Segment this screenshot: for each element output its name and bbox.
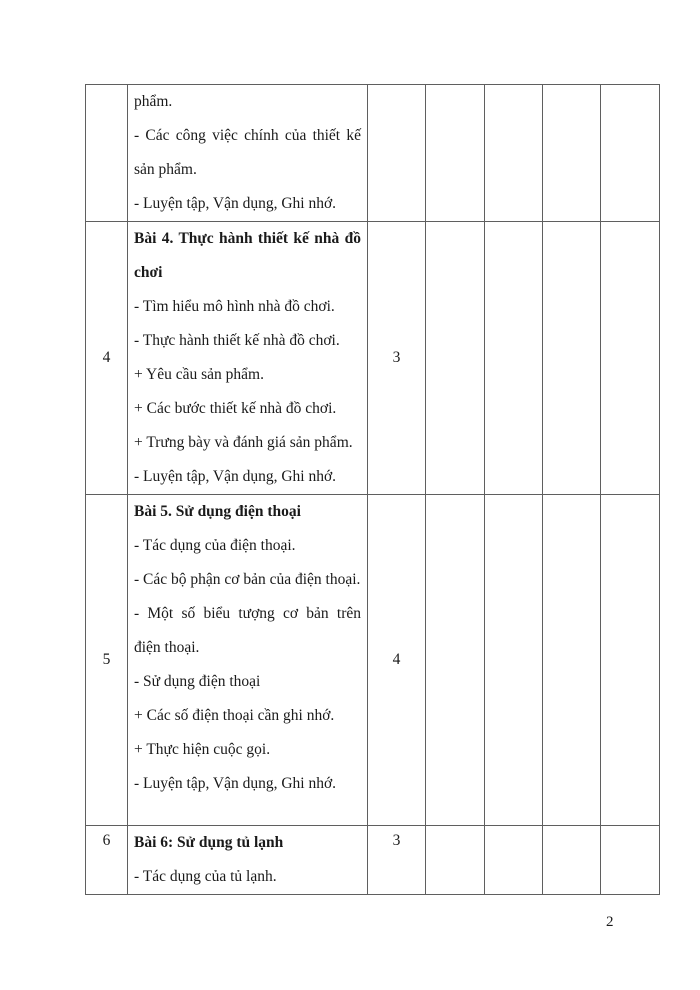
content-line: - Luyện tập, Vận dụng, Ghi nhớ. bbox=[134, 775, 337, 792]
empty-cell bbox=[601, 222, 660, 495]
lesson-plan-table bbox=[85, 84, 660, 895]
table-row bbox=[86, 495, 660, 826]
content-line: - Sử dụng điện thoại bbox=[134, 673, 261, 690]
empty-cell bbox=[426, 826, 485, 895]
content-cell bbox=[128, 85, 368, 222]
content-line: - Thực hành thiết kế nhà đồ chơi. bbox=[134, 332, 340, 349]
content-line: + Thực hiện cuộc gọi. bbox=[134, 741, 271, 758]
empty-cell bbox=[543, 222, 601, 495]
hours-cell: 4 bbox=[368, 495, 426, 826]
empty-cell bbox=[601, 495, 660, 826]
stt-cell: 5 bbox=[86, 495, 128, 826]
stt-cell: 4 bbox=[86, 222, 128, 495]
table-row bbox=[86, 85, 660, 222]
empty-cell bbox=[543, 85, 601, 222]
content-line: - Tác dụng của tủ lạnh. bbox=[134, 868, 277, 885]
content-line: - Một số biểu tượng cơ bản trên điện thoại. bbox=[134, 605, 361, 656]
hours-cell: 3 bbox=[368, 826, 426, 895]
table-row bbox=[86, 826, 660, 895]
content-cell bbox=[128, 495, 368, 826]
content-line: - Các bộ phận cơ bản của điện thoại. bbox=[134, 571, 361, 588]
hours-cell: 3 bbox=[368, 222, 426, 495]
content-line: phẩm. bbox=[134, 93, 173, 110]
stt-cell: 6 bbox=[86, 826, 128, 895]
empty-cell bbox=[485, 222, 543, 495]
lesson-title: Bài 5. Sử dụng điện thoại bbox=[134, 503, 301, 520]
empty-cell bbox=[485, 826, 543, 895]
content-line: + Trưng bày và đánh giá sản phẩm. bbox=[134, 434, 353, 451]
empty-cell bbox=[426, 85, 485, 222]
empty-cell bbox=[601, 85, 660, 222]
lesson-title: Bài 6: Sử dụng tủ lạnh bbox=[134, 834, 284, 851]
lesson-title: Bài 4. Thực hành thiết kế nhà đồ chơi bbox=[134, 230, 361, 281]
content-line: - Tác dụng của điện thoại. bbox=[134, 537, 296, 554]
content-line: - Luyện tập, Vận dụng, Ghi nhớ. bbox=[134, 468, 337, 485]
page-number: 2 bbox=[606, 914, 614, 930]
empty-cell bbox=[426, 495, 485, 826]
content-line: + Yêu cầu sản phẩm. bbox=[134, 366, 264, 383]
hours-cell bbox=[368, 85, 426, 222]
empty-cell bbox=[485, 495, 543, 826]
content-cell bbox=[128, 826, 368, 895]
content-line: + Các số điện thoại cần ghi nhớ. bbox=[134, 707, 335, 724]
empty-cell bbox=[543, 495, 601, 826]
empty-cell bbox=[426, 222, 485, 495]
empty-cell bbox=[485, 85, 543, 222]
empty-cell bbox=[543, 826, 601, 895]
stt-cell bbox=[86, 85, 128, 222]
table-row bbox=[86, 222, 660, 495]
empty-cell bbox=[601, 826, 660, 895]
content-line: - Các công việc chính của thiết kế sản phẩm. bbox=[134, 127, 361, 178]
content-cell bbox=[128, 222, 368, 495]
content-line: - Tìm hiểu mô hình nhà đồ chơi. bbox=[134, 298, 335, 315]
content-line: + Các bước thiết kế nhà đồ chơi. bbox=[134, 400, 337, 417]
content-line: - Luyện tập, Vận dụng, Ghi nhớ. bbox=[134, 195, 337, 212]
